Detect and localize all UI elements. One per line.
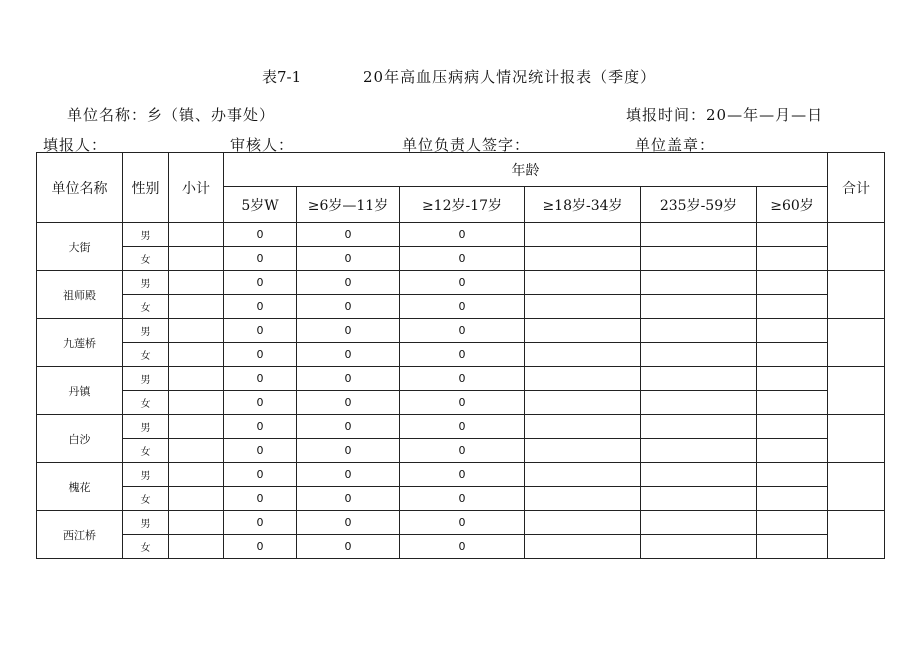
unit-name-cell: 大街 [37,223,123,271]
age-value-cell: 0 [224,223,297,247]
sex-cell: 男 [123,223,169,247]
age-value-cell: 0 [400,343,525,367]
age-value-cell: 0 [297,343,400,367]
total-cell [828,223,885,271]
age-value-cell: 0 [297,295,400,319]
header-subtotal: 小计 [169,153,224,223]
age-value-cell: 0 [224,463,297,487]
header-age-group: ≥60岁 [757,187,828,223]
age-value-cell: 0 [224,487,297,511]
table-row [37,487,885,511]
subtotal-cell [169,415,224,439]
age-value-cell: 0 [224,535,297,559]
age-value-cell [757,223,828,247]
age-value-cell: 0 [400,511,525,535]
age-value-cell: 0 [297,463,400,487]
total-cell [828,511,885,559]
age-value-cell: 0 [224,271,297,295]
age-value-cell [641,223,757,247]
age-value-cell: 0 [400,415,525,439]
filler-field: 填报人： [43,136,108,154]
age-value-cell: 0 [297,223,400,247]
age-value-cell: 0 [297,415,400,439]
age-value-cell [641,463,757,487]
subtotal-cell [169,271,224,295]
header-age: 年龄 [224,153,828,187]
age-value-cell [641,367,757,391]
table-row [37,295,885,319]
age-value-cell [757,295,828,319]
subtotal-cell [169,367,224,391]
age-value-cell [641,511,757,535]
age-value-cell [757,367,828,391]
age-value-cell [757,415,828,439]
age-value-cell: 0 [224,391,297,415]
age-value-cell [525,391,641,415]
age-value-cell [525,319,641,343]
age-value-cell [525,247,641,271]
sex-cell: 男 [123,271,169,295]
table-number: 表7-1 [262,68,302,86]
age-value-cell: 0 [400,439,525,463]
age-value-cell: 0 [400,271,525,295]
age-value-cell [757,439,828,463]
age-value-cell: 0 [224,343,297,367]
age-value-cell: 0 [297,319,400,343]
age-value-cell: 0 [297,487,400,511]
subtotal-cell [169,319,224,343]
sex-cell: 男 [123,463,169,487]
unit-name-cell: 白沙 [37,415,123,463]
age-value-cell: 0 [297,439,400,463]
table-row [37,511,885,535]
table-row [37,319,885,343]
age-value-cell: 0 [400,535,525,559]
statistics-table [36,152,885,559]
table-row [37,439,885,463]
unit-name-cell: 槐花 [37,463,123,511]
subtotal-cell [169,343,224,367]
age-value-cell: 0 [224,295,297,319]
sex-cell: 男 [123,511,169,535]
sex-cell: 女 [123,439,169,463]
age-value-cell: 0 [224,319,297,343]
age-value-cell: 0 [297,271,400,295]
subtotal-cell [169,511,224,535]
sex-cell: 女 [123,487,169,511]
age-value-cell: 0 [400,247,525,271]
age-value-cell: 0 [400,463,525,487]
table-row [37,343,885,367]
subtotal-cell [169,295,224,319]
age-value-cell [757,487,828,511]
total-cell [828,415,885,463]
subtotal-cell [169,535,224,559]
age-value-cell [525,343,641,367]
age-value-cell: 0 [224,415,297,439]
age-value-cell: 0 [297,511,400,535]
unit-name-cell: 祖师殿 [37,271,123,319]
age-value-cell [525,439,641,463]
age-value-cell: 0 [224,439,297,463]
total-cell [828,463,885,511]
sex-cell: 男 [123,367,169,391]
age-value-cell: 0 [297,247,400,271]
unit-name-cell: 西江桥 [37,511,123,559]
header-age-group: ≥6岁—11岁 [297,187,400,223]
subtotal-cell [169,439,224,463]
header-age-group: ≥12岁-17岁 [400,187,525,223]
unit-name-cell: 丹镇 [37,367,123,415]
age-value-cell: 0 [400,487,525,511]
age-value-cell [525,463,641,487]
age-value-cell [757,463,828,487]
age-value-cell [757,271,828,295]
table-row [37,367,885,391]
age-value-cell [641,295,757,319]
age-value-cell: 0 [224,511,297,535]
age-value-cell [641,439,757,463]
age-value-cell [525,511,641,535]
subtotal-cell [169,391,224,415]
age-value-cell: 0 [297,391,400,415]
age-value-cell [525,271,641,295]
age-value-cell [525,223,641,247]
age-value-cell [641,271,757,295]
table-row [37,463,885,487]
subtotal-cell [169,463,224,487]
unit-name-field: 单位名称：乡（镇、办事处） [67,106,276,124]
age-value-cell [757,343,828,367]
age-value-cell: 0 [224,247,297,271]
sex-cell: 女 [123,295,169,319]
table-row [37,535,885,559]
age-value-cell: 0 [400,319,525,343]
header-age-group: 235岁-59岁 [641,187,757,223]
age-value-cell [525,415,641,439]
age-value-cell [641,535,757,559]
sex-cell: 男 [123,415,169,439]
total-cell [828,367,885,415]
age-value-cell [641,391,757,415]
table-row [37,391,885,415]
sex-cell: 女 [123,247,169,271]
reviewer-field: 审核人： [230,136,295,154]
age-value-cell: 0 [400,295,525,319]
age-value-cell [641,343,757,367]
table-row [37,271,885,295]
unit-name-cell: 九莲桥 [37,319,123,367]
report-title: 20年高血压病病人情况统计报表（季度） [363,68,657,86]
total-cell [828,271,885,319]
age-value-cell: 0 [297,367,400,391]
table-row [37,415,885,439]
unit-seal-field: 单位盖章： [635,136,716,154]
table-row [37,223,885,247]
sex-cell: 女 [123,535,169,559]
sex-cell: 女 [123,343,169,367]
subtotal-cell [169,247,224,271]
age-value-cell [641,247,757,271]
header-age-group: 5岁W [224,187,297,223]
header-total: 合计 [828,153,885,223]
subtotal-cell [169,223,224,247]
sex-cell: 男 [123,319,169,343]
age-value-cell [641,319,757,343]
total-cell [828,319,885,367]
age-value-cell [641,415,757,439]
table-row [37,247,885,271]
age-value-cell [757,319,828,343]
table-body [37,223,885,559]
age-value-cell [525,367,641,391]
age-value-cell [525,295,641,319]
age-value-cell: 0 [400,391,525,415]
subtotal-cell [169,487,224,511]
header-age-group: ≥18岁-34岁 [525,187,641,223]
sex-cell: 女 [123,391,169,415]
age-value-cell: 0 [400,223,525,247]
fill-time-field: 填报时间：20—年—月—日 [626,106,824,124]
leader-signature-field: 单位负责人签字： [402,136,531,154]
age-value-cell [757,511,828,535]
age-value-cell: 0 [400,367,525,391]
age-value-cell [525,535,641,559]
age-value-cell [757,391,828,415]
header-unit: 单位名称 [37,153,123,223]
age-value-cell [641,487,757,511]
age-value-cell [525,487,641,511]
age-value-cell: 0 [297,535,400,559]
header-sex: 性别 [123,153,169,223]
age-value-cell: 0 [224,367,297,391]
age-value-cell [757,535,828,559]
age-value-cell [757,247,828,271]
